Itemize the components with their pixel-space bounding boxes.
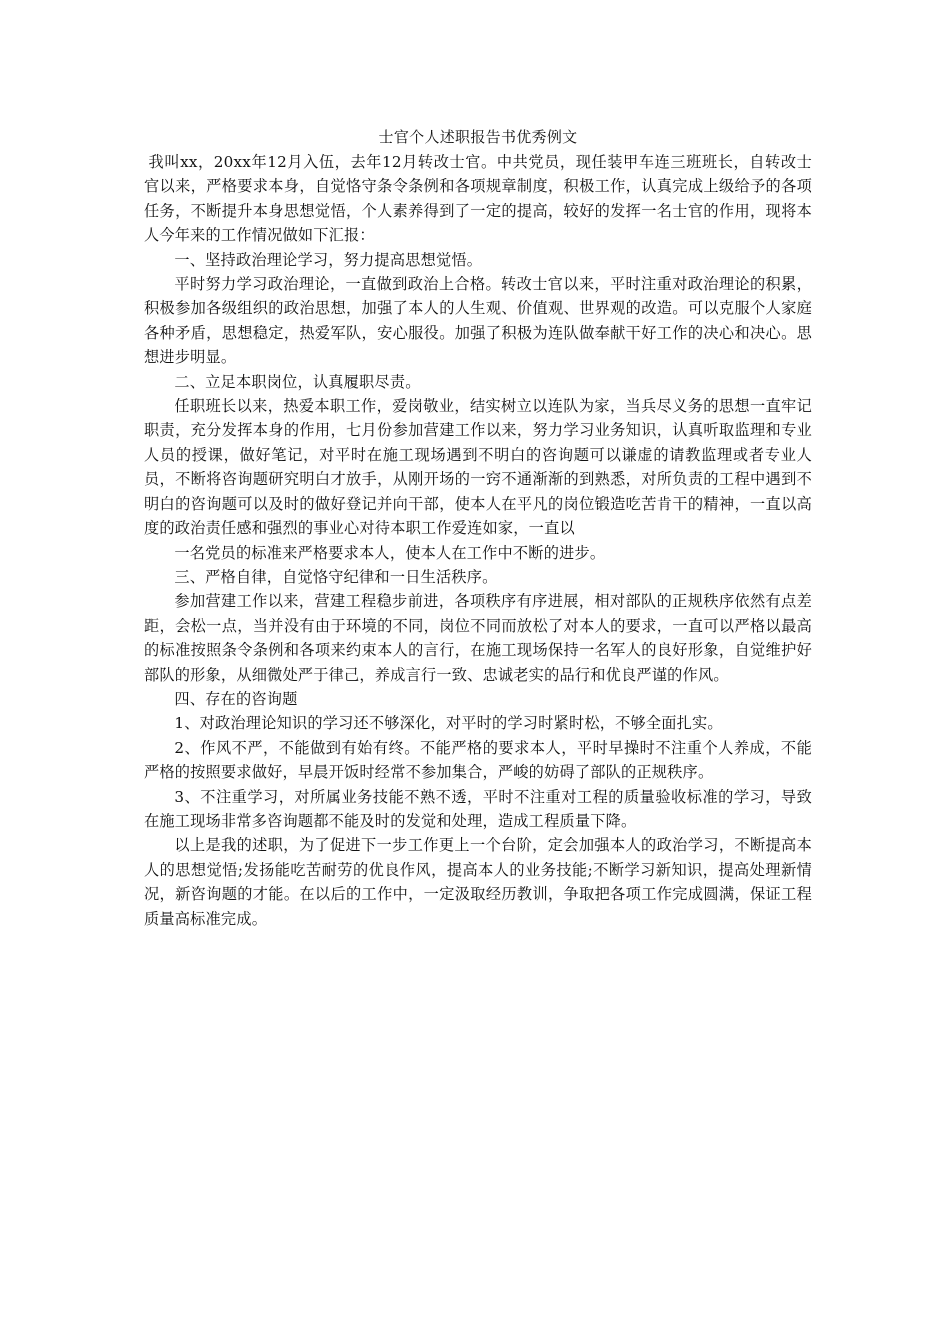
- list-item: 2、作风不严，不能做到有始有终。不能严格的要求本人，平时早操时不注重个人养成，不能严格的按照要求做好，早晨开饭时经常不参加集合，严峻的妨碍了部队的正规秩序。: [144, 738, 812, 782]
- list-item: 1、对政治理论知识的学习还不够深化，对平时的学习时紧时松，不够全面扎实。: [174, 714, 723, 733]
- section-heading-3: 三、严格自律，自觉恪守纪律和一日生活秩序。: [174, 567, 498, 586]
- document-page: [144, 127, 812, 931]
- document-title: 士官个人述职报告书优秀例文: [378, 128, 578, 146]
- section-heading-1: 一、坚持政治理论学习，努力提高思想觉悟。: [174, 250, 483, 269]
- list-item: 3、不注重学习，对所属业务技能不熟不透，平时不注重对工程的质量验收标准的学习，导致在施工现场非常多咨询题都不能及时的发觉和处理，造成工程质量下降。: [144, 787, 812, 830]
- paragraph: 平时努力学习政治理论，一直做到政治上合格。转改士官以来，平时注重对政治理论的积累，积极参加各级组织的政治思想，加强了本人的人生观、价值观、世界观的改造。可以克服个人家庭各种矛盾，思想稳定，热爱军队，安心服役。加强了积极为连队做奉献干好工作的决心和决心。思想进步明显。: [144, 275, 812, 367]
- section-heading-2: 二、立足本职岗位，认真履职尽责。: [174, 372, 421, 391]
- paragraph: 一名党员的标准来严格要求本人，使本人在工作中不断的进步。: [174, 543, 606, 562]
- paragraph: 参加营建工作以来，营建工程稳步前进，各项秩序有序进展，相对部队的正规秩序依然有点差距，会松一点，当并没有由于环境的不同，岗位不同而放松了对本人的要求，一直可以严格以最高的标准按照条令条例和各项来约束本人的言行，在施工现场保持一名军人的良好形象，自觉维护好部队的形象，从细微处严于律己，养成言行一致、忠诚老实的品行和优良严谨的作风。: [144, 592, 812, 684]
- paragraph: 任职班长以来，热爱本职工作，爱岗敬业，结实树立以连队为家，当兵尽义务的思想一直牢记职责，充分发挥本身的作用，七月份参加营建工作以来，努力学习业务知识，认真听取监理和专业人员的授课，做好笔记，对平时在施工现场遇到不明白的咨询题可以谦虚的请教监理或者专业人员，不断将咨询题研究明白才放手，从刚开场的一窍不通渐渐的到熟悉，对所负责的工程中遇到不明白的咨询题可以及时的做好登记并向干部，使本人在平凡的岗位锻造吃苦肯干的精神，一直以高度的政治责任感和强烈的事业心对待本职工作爱连如家，一直以: [144, 397, 812, 538]
- section-heading-4: 四、存在的咨询题: [174, 689, 298, 708]
- paragraph-intro: 我叫xx，20xx年12月入伍，去年12月转改士官。中共党员，现任装甲车连三班班长，自转改士官以来，严格要求本身，自觉恪守条令条例和各项规章制度，积极工作，认真完成上级给予的各项任务，不断提升本身思想觉悟，个人素养得到了一定的提高，较好的发挥一名士官的作用，现将本人今年来的工作情况做如下汇报：: [144, 153, 812, 245]
- paragraph-conclusion: 以上是我的述职，为了促进下一步工作更上一个台阶，定会加强本人的政治学习，不断提高本人的思想觉悟;发扬能吃苦耐劳的优良作风，提高本人的业务技能;不断学习新知识，提高处理新情况，新咨询题的才能。在以后的工作中，一定汲取经历教训，争取把各项工作完成圆满，保证工程质量高标准完成。: [144, 836, 812, 928]
